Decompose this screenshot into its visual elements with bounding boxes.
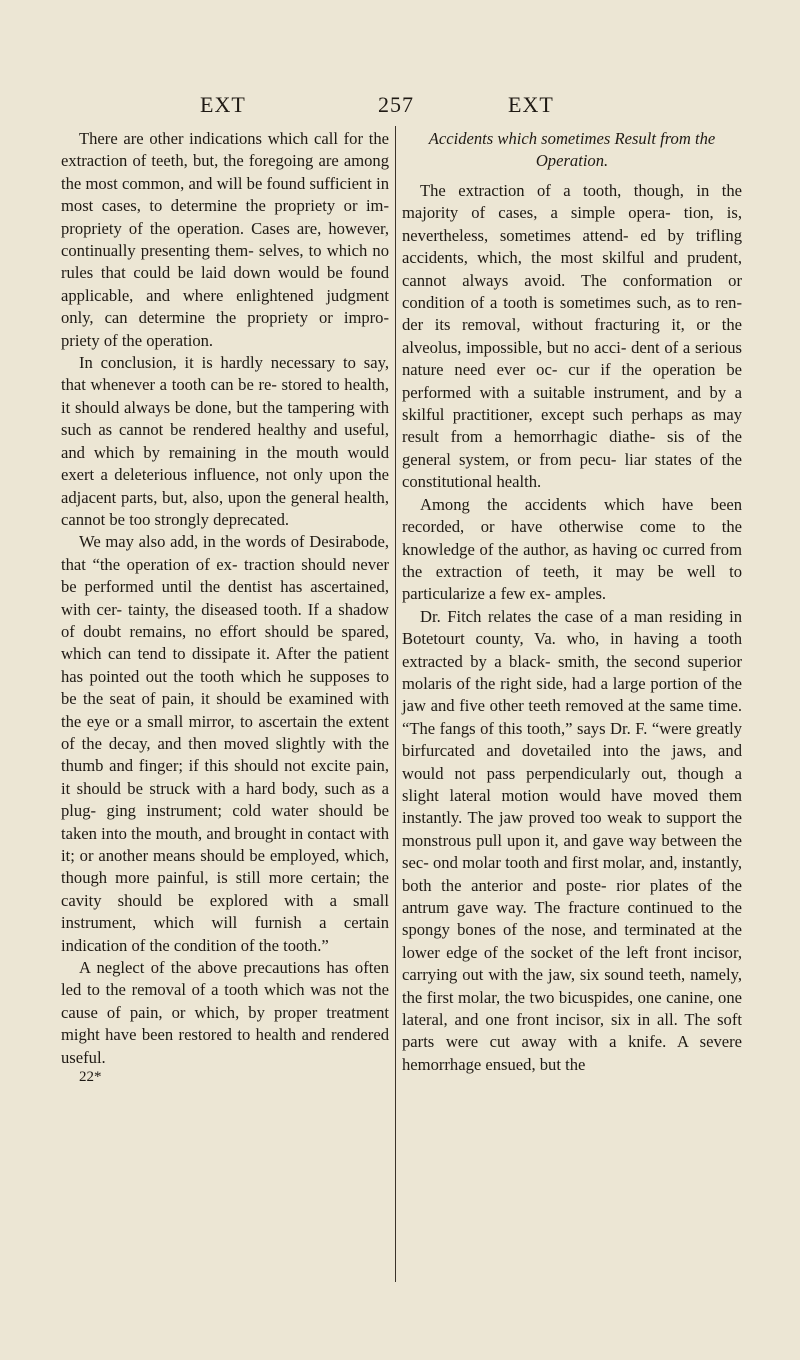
signature-mark: 22* [79,1069,102,1086]
paragraph: There are other indications which call for the extraction of teeth, but, the foregoing are among the most common, and will be found sufficient in most cases, to determine the propriety or im- propriety of the operation. Cases are, however, continually presenting them- selves, to which no rules that could be laid down would be found applicable, and where enlightened judgment only, can determine the propriety or impro- priety of the operation. [61,129,389,350]
running-header [0,92,800,122]
header-right-word: EXT [508,92,554,117]
paragraph: The extraction of a tooth, though, in the majority of cases, a simple opera- tion, is, nevertheless, sometimes attend- ed by trifling accidents, which, the most skilful and prudent, cannot always avoid. The conformation or condition of a tooth is sometimes such, as to ren- der its removal, without fracturing it, or the alveolus, impossible, but no acci- dent of a serious nature need ever oc- cur if the operation be performed with a suitable instrument, and by a skilful practitioner, except such perhaps as may result from a hemorrhagic diathe- sis of the general system, or from pecu- liar states of the constitutional health. [402,181,742,492]
paragraph: A neglect of the above precautions has often led to the removal of a tooth which was not the cause of pain, or which, by proper treatment might have been restored to health and rendered useful. [61,958,389,1067]
header-left-word: EXT [200,92,246,117]
paragraph: In conclusion, it is hardly necessary to say, that whenever a tooth can be re- stored to health, it should always be done, but the tampering with such as cannot be rendered healthy and useful, and which by remaining in the mouth would exert a deleterious influence, not only upon the adjacent parts, but, also, upon the general health, cannot be too strongly deprecated. [61,353,389,529]
paragraph: Dr. Fitch relates the case of a man residing in Botetourt county, Va. who, in having a tooth extracted by a black- smith, the second superior molaris of the right side, had a large portion of the jaw and five other teeth removed at the same time. “The fangs of this tooth,” says Dr. F. “were greatly birfurcated and dovetailed into the jaws, and would not pass perpendicularly out, though a slight lateral motion would have moved them instantly. The jaw proved too weak to support the monstrous pull upon it, and gave way between the sec- ond molar tooth and first molar, and, instantly, both the anterior and poste- rior plates of the antrum gave way. The fracture continued to the spongy bones of the nose, and terminated at the lower edge of the socket of the left front incisor, carrying out with the jaw, six sound teeth, namely, the first molar, the two bicuspides, one canine, one lateral, and one front incisor, six in all. The soft parts were cut away with a knife. A severe hemorrhage ensued, but the [402,606,742,1074]
right-column [402,128,742,1076]
paragraph: Among the accidents which have been recorded, or have otherwise come to the knowledge of the author, as having oc curred from the extraction of teeth, it may be well to particularize a few ex- amples. [402,494,742,604]
left-column [61,128,389,1085]
column-divider [395,126,396,1282]
paragraph: We may also add, in the words of Desirabode, that “the operation of ex- traction should never be performed until the dentist has ascertained, with cer- tainty, the diseased tooth. If a shadow of doubt remains, no effort should be spared, which can tend to dissipate it. After the patient has pointed out the tooth which he supposes to be the seat of pain, it should be examined with the eye or a small mirror, to ascertain the extent of the decay, and then moved slightly with the thumb and finger; if this should not excite pain, it should be struck with a hard body, such as a plug- ging instrument; cold water should be taken into the mouth, and brought in contact with it; or another means should be employed, which, though more painful, is still more certain; the cavity should be explored with a small instrument, which will furnish a certain indication of the condition of the tooth.” [61,532,389,955]
section-title: Accidents which sometimes Result from the Operation. [428,129,716,170]
page-number: 257 [378,92,414,117]
